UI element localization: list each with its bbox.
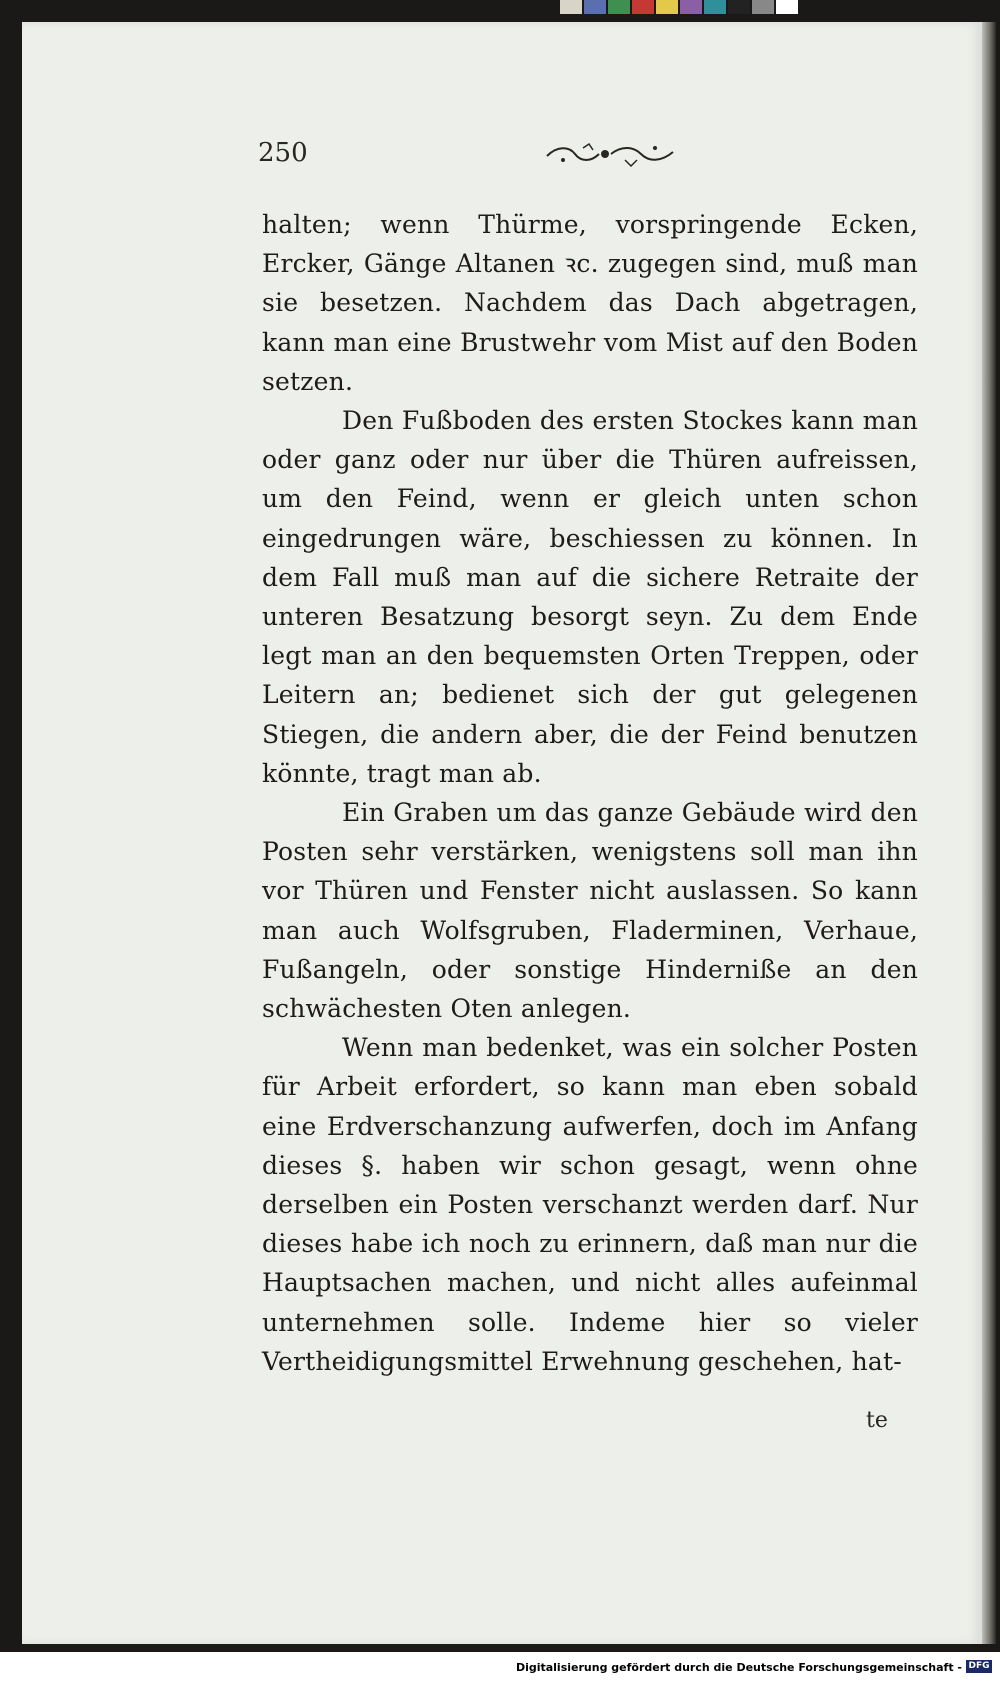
color-target-patch [560,0,582,14]
color-target-patch [656,0,678,14]
footer-bar [0,1652,1000,1681]
color-target-patch [632,0,654,14]
page-header [258,138,918,178]
color-target-patch [728,0,750,14]
catchword: te [866,1408,888,1433]
paragraph-1: halten; wenn Thürme, vorspringende Ecken, Ercker, Gänge Altanen ꝛc. zugegen sind, muß man sie besetzen. Nachdem das Dach abgetragen, kann man eine Brustwehr vom Mist auf den Boden setzen. [262,210,918,396]
ornament-vignette-icon [543,142,678,168]
body-text [262,205,918,1381]
paragraph-2: Den Fußboden des ersten Stockes kann man oder ganz oder nur über die Thüren aufreissen, um den Feind, wenn er gleich unten schon eingedrungen wäre, beschiessen zu können. In dem Fall muß man auf die sichere Retraite der unteren Besatzung besorgt seyn. Zu dem Ende legt man an den bequemsten Orten Treppen, oder Leitern an; bedienet sich der gut gelegenen Stiegen, die andern aber, die der Feind benutzen könnte, tragt man ab. [262,406,918,788]
color-target-patch [752,0,774,14]
color-target-patch [608,0,630,14]
digitization-credit: Digitalisierung gefördert durch die Deutsche Forschungsgemeinschaft - [515,1661,962,1674]
page-edge-shadow [982,22,996,1644]
color-target-patch [704,0,726,14]
paragraph-4: Wenn man bedenket, was ein solcher Posten für Arbeit erfordert, so kann man eben sobald eine Erdverschanzung aufwerfen, doch im Anfang dieses §. haben wir schon gesagt, wenn ohne derselben ein Posten verschanzt werden darf. Nur dieses habe ich noch zu erinnern, daß man nur die Hauptsachen machen, und nicht alles aufeinmal unternehmen solle. Indeme hier so vieler Vertheidigungsmittel Erwehnung geschehen, hat- [262,1033,918,1376]
dfg-logo: DFG [966,1660,992,1673]
page-number: 250 [258,138,308,168]
color-target-patch [776,0,798,14]
color-target-patch [680,0,702,14]
color-target-patch [584,0,606,14]
paragraph-3: Ein Graben um das ganze Gebäude wird den Posten sehr verstärken, wenigstens soll man ihn vor Thüren und Fenster nicht auslassen. So kann man auch Wolfsgruben, Fladerminen, Verhaue, Fußangeln, oder sonstige Hinderniße an den schwächesten Oten anlegen. [262,798,918,1024]
